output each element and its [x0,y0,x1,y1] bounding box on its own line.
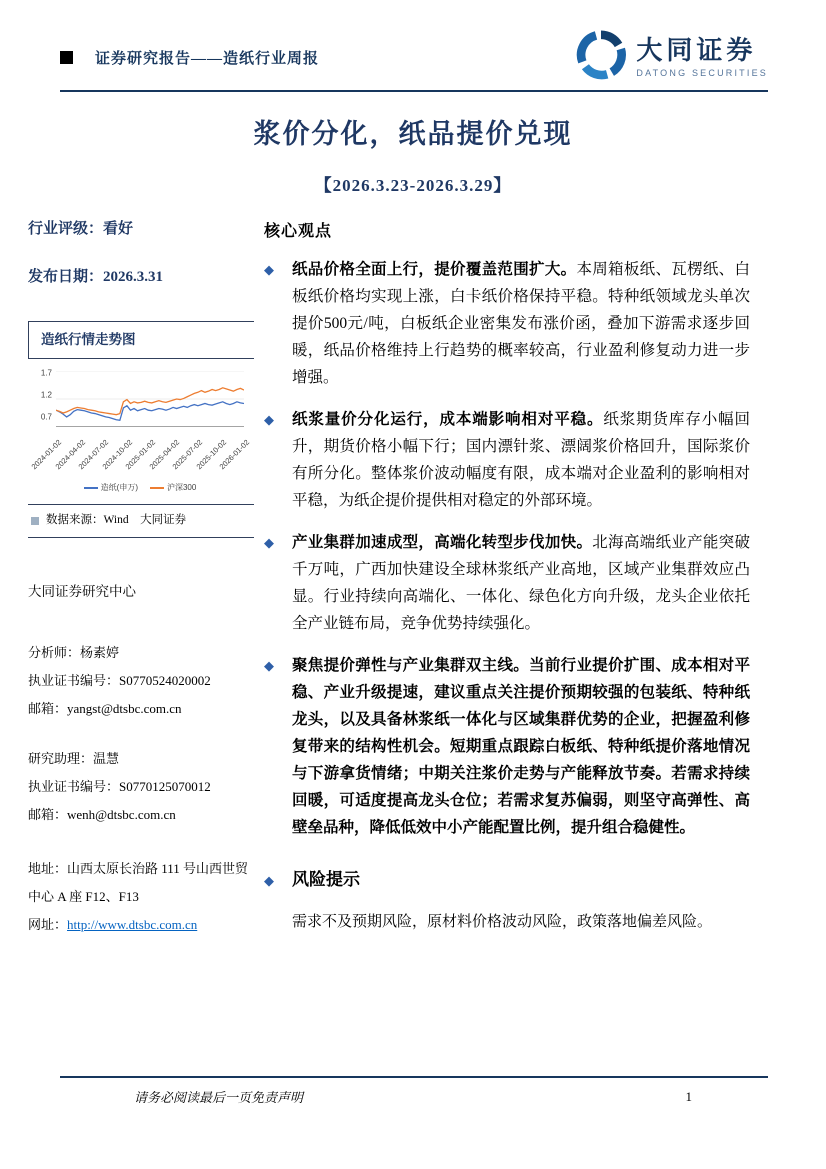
key-point [264,256,750,391]
analyst-name: 分析师：杨素婷 [28,644,120,660]
diamond-bullet-icon: ◆ [264,412,274,427]
brand-block [576,30,768,85]
point-text [292,406,750,514]
point-text [292,652,750,841]
footer-divider [60,1076,768,1078]
brand-name-cn: 大同证券 [636,35,757,65]
risk-title: 风险提示 [292,870,360,889]
point-lead: 产业集群加速成型，高端化转型步伐加快。 [292,534,593,551]
footer-disclaimer: 请务必阅读最后一页免责声明 [134,1090,304,1105]
website-line [28,911,254,939]
point-body: 纸浆期货库存小幅回升，期货价格小幅下行；国内漂针浆、漂阔浆价格回升，国际浆价有所分化。整体浆价波动幅度有限，成本端对企业盈利的影响相对平稳，为纸企提价提供相对稳定的外部环境。 [292,411,750,509]
research-center: 大同证券研究中心 [28,583,136,599]
industry-rating: 行业评级：看好 [28,221,134,237]
x-tick-label: 2025-07-02 [170,437,205,471]
diamond-bullet-icon: ◆ [264,658,274,673]
chart-legend [30,482,250,494]
x-tick-label: 2024-07-02 [76,437,111,471]
publish-date: 发布日期：2026.3.31 [28,269,164,286]
title-block [0,112,826,196]
report-type-label: 证券研究报告——造纸行业周报 [95,51,320,67]
divider [28,537,254,538]
section-title: 核心观点 [264,223,333,240]
brand-name-en: DATONG SECURITIES [636,68,768,79]
analyst-email: 邮箱：yangst@dtsbc.com.cn [28,700,182,716]
x-tick-label: 2026-01-02 [217,437,252,471]
risk-body: 需求不及预期风险，原材料价格波动风险，政策落地偏差风险。 [292,914,713,930]
point-body: 本周箱板纸、瓦楞纸、白板纸价格均实现上涨，白卡纸价格保持平稳。特种纸领域龙头单次提价500元/吨，白板纸企业密集发布涨价函，叠加下游需求逐步回暖，纸品价格维持上行趋势的概率较高，行业盈利修复动力进一步增强。 [292,261,750,386]
legend-label: 造纸(申万) [100,482,138,492]
legend-item [150,482,196,494]
datong-logo-icon [576,30,626,85]
footer [60,1087,768,1106]
chart-x-axis [29,434,252,482]
legend-label: 沪深300 [166,482,197,492]
point-lead: 纸浆量价分化运行，成本端影响相对平稳。 [292,411,604,428]
y-tick-label: 1.7 [40,368,52,378]
x-tick-label: 2024-04-02 [53,437,87,471]
data-source-row [28,505,254,537]
point-text [292,529,750,637]
x-tick-label: 2025-10-02 [194,437,228,471]
diamond-bullet-icon: ◆ [264,873,274,888]
y-tick-label: 1.2 [40,390,52,400]
point-lead: 纸品价格全面上行，提价覆盖范围扩大。 [292,261,577,278]
assistant-email: 邮箱：wenh@dtsbc.com.cn [28,806,176,822]
trend-chart [28,359,254,494]
report-period: 【2026.3.23-2026.3.29】 [314,176,512,195]
company-address: 地址：山西太原长治路 111 号山西世贸中心 A 座 F12、F13 [28,860,249,904]
data-source-icon [31,517,39,525]
website-label: 网址： [28,916,68,932]
assistant-block [28,745,254,829]
key-point [264,652,750,841]
legend-swatch-icon [150,487,164,489]
analyst-cert: 执业证书编号：S0770524020002 [28,672,211,688]
y-tick-label: 0.7 [40,412,52,422]
data-source-text: 数据来源：Wind 大同证券 [46,513,187,526]
chart-lines [56,371,244,427]
report-title: 浆价分化，纸品提价兑现 [253,119,573,149]
analyst-block [28,639,254,723]
legend-swatch-icon [84,487,98,489]
core-views-section [264,218,750,935]
black-square-icon [60,51,73,64]
assistant-name: 研究助理：温慧 [28,750,120,766]
header [60,30,768,85]
chart-y-axis [30,368,56,427]
diamond-bullet-icon: ◆ [264,535,274,550]
x-tick-label: 2024-01-02 [29,437,64,471]
chart-title: 造纸行情走势图 [28,322,254,359]
brand-text [636,37,768,79]
website-link[interactable]: http://www.dtsbc.com.cn [67,916,198,932]
key-point [264,406,750,514]
header-left [60,47,319,68]
key-point [264,529,750,637]
x-tick-label: 2025-01-02 [123,437,158,471]
diamond-bullet-icon: ◆ [264,262,274,277]
point-body: 北海高端纸业产能突破千万吨，广西加快建设全球林浆纸产业高地，区域产业集群效应凸显。行业持续向高端化、一体化、绿色化方向升级，龙头企业依托全产业链布局，竞争优势持续强化。 [292,534,750,632]
page-number: 1 [685,1088,692,1104]
risk-heading [264,865,750,894]
legend-item [84,482,138,494]
assistant-cert: 执业证书编号：S0770125070012 [28,778,211,794]
address-block [28,855,254,939]
x-tick-label: 2025-04-02 [147,437,181,471]
x-tick-label: 2024-10-02 [100,437,134,471]
point-text [292,256,750,391]
sidebar [28,218,254,939]
header-divider [60,90,768,92]
point-lead: 聚焦提价弹性与产业集群双主线。当前行业提价扩围、成本相对平稳、产业升级提速，建议重点关注提价预期较强的包装纸、特种纸龙头，以及具备林浆纸一体化与区域集群优势的企业，把握盈利修复带来的结构性机会。短期重点跟踪白板纸、特种纸提价落地情况与下游拿货情绪；中期关注浆价走势与产能释放节奏。若需求持续回暖，可适度提高龙头仓位；若需求复苏偏弱，则坚守高弹性、高壁垒品种，降低低效中小产能配置比例，提升组合稳健性。 [292,657,750,836]
